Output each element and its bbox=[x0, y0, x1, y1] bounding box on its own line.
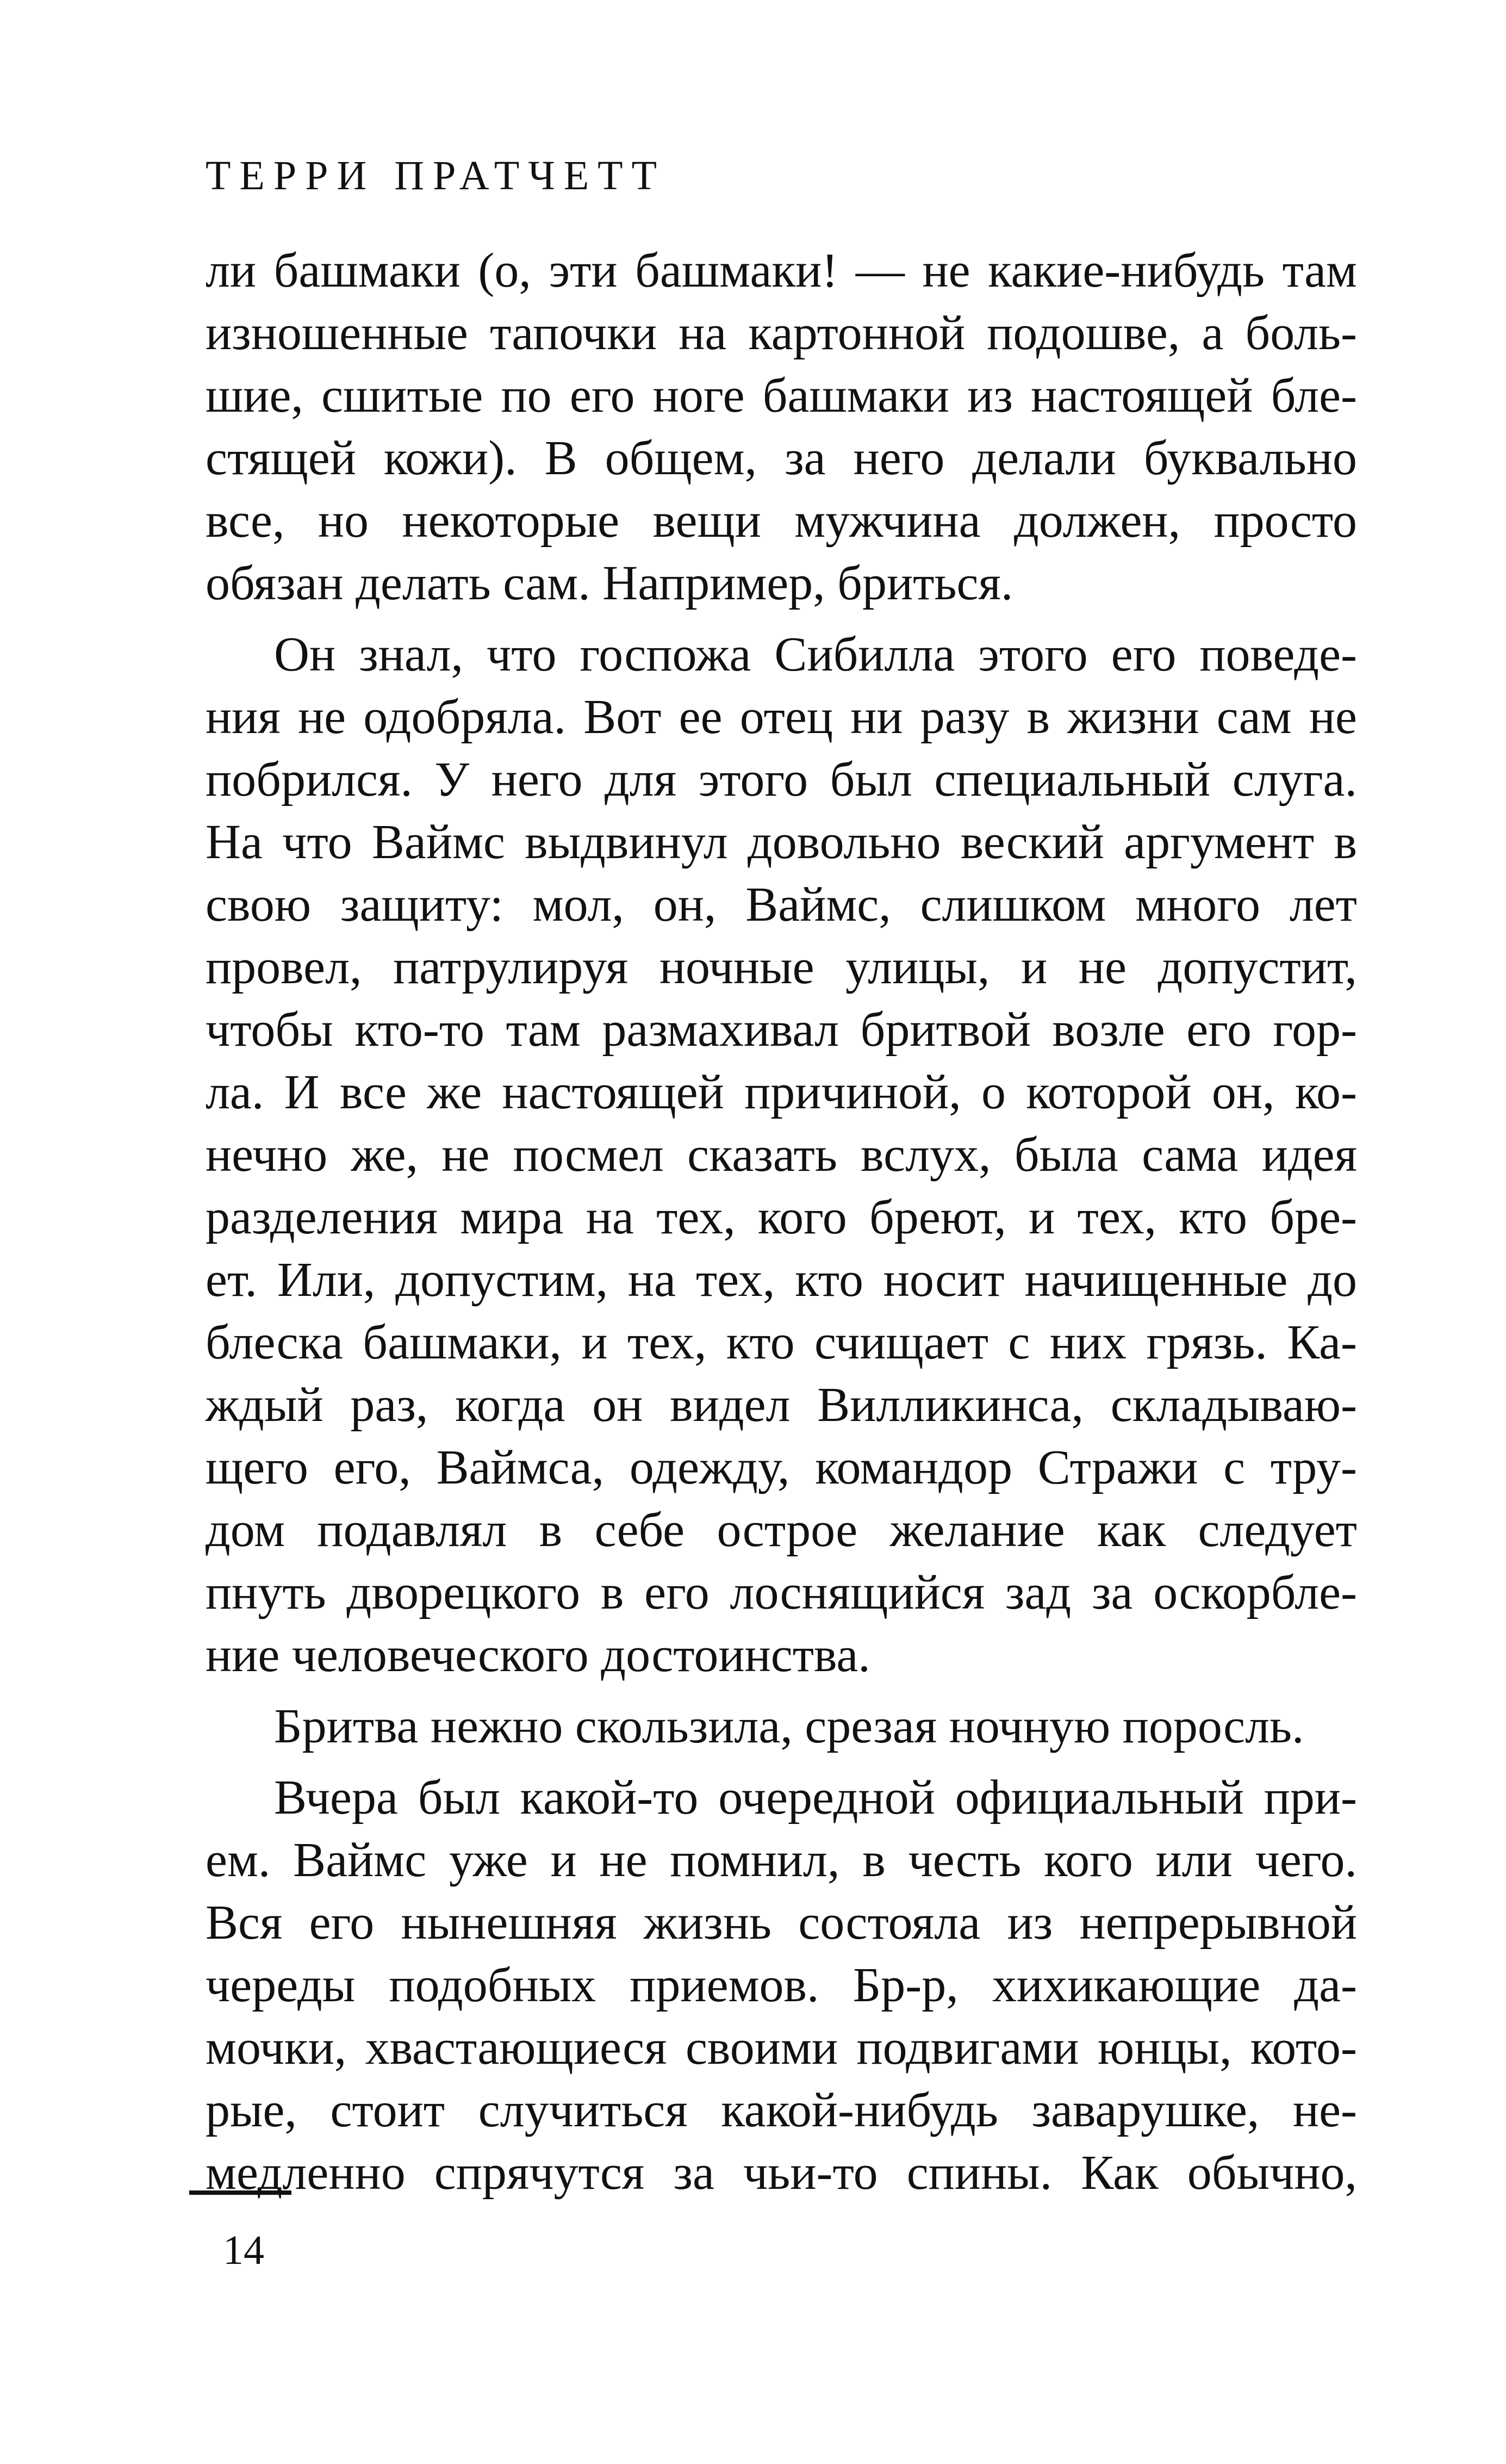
text-line: ния не одобряла. Вот ее отец ни разу в жизни сам не bbox=[206, 690, 1357, 744]
text-line: обязан делать сам. Например, бриться. bbox=[206, 556, 1013, 610]
text-line: чтобы кто-то там размахивал бритвой возле его гор- bbox=[206, 1003, 1357, 1057]
paragraph bbox=[206, 1695, 1357, 1758]
text-line: провел, патрулируя ночные улицы, и не допустит, bbox=[206, 940, 1357, 994]
text-line: ждый раз, когда он видел Вилликинса, складываю- bbox=[206, 1378, 1357, 1432]
text-line: Бритва нежно скользила, срезая ночную поросль. bbox=[274, 1699, 1304, 1753]
paragraph bbox=[206, 239, 1357, 615]
text-line: ли башмаки (о, эти башмаки! — не какие-нибудь там bbox=[206, 244, 1357, 297]
text-line: медленно спрячутся за чьи-то спины. Как обычно, bbox=[206, 2146, 1357, 2200]
running-head: ТЕРРИ ПРАТЧЕТТ bbox=[206, 153, 665, 198]
text-line: пнуть дворецкого в его лоснящийся зад за оскорбле- bbox=[206, 1566, 1357, 1619]
text-line: ет. Или, допустим, на тех, кто носит начищенные до bbox=[206, 1253, 1357, 1307]
text-line: стящей кожи). В общем, за него делали буквально bbox=[206, 431, 1357, 485]
paragraph bbox=[206, 1766, 1357, 2204]
text-line: нечно же, не посмел сказать вслух, была сама идея bbox=[206, 1128, 1357, 1182]
text-line: дом подавлял в себе острое желание как следует bbox=[206, 1503, 1357, 1557]
text-line: Он знал, что госпожа Сибилла этого его поведе- bbox=[274, 628, 1357, 681]
text-line: ем. Ваймс уже и не помнил, в честь кого или чего. bbox=[206, 1833, 1357, 1887]
text-line: Вчера был какой-то очередной официальный при- bbox=[274, 1771, 1357, 1824]
text-line: щего его, Ваймса, одежду, командор Стражи с тру- bbox=[206, 1441, 1357, 1494]
text-line: ние человеческого достоинства. bbox=[206, 1628, 870, 1682]
text-line: Вся его нынешняя жизнь состояла из непрерывной bbox=[206, 1896, 1357, 1950]
page-number: 14 bbox=[223, 2227, 264, 2273]
text-line: череды подобных приемов. Бр-р, хихикающие да- bbox=[206, 1958, 1357, 2012]
text-line: побрился. У него для этого был специальный слуга. bbox=[206, 753, 1357, 806]
paragraph bbox=[206, 623, 1357, 1686]
body-text bbox=[206, 239, 1357, 2204]
footer-rule bbox=[189, 2190, 291, 2195]
text-line: разделения мира на тех, кого бреют, и тех, кто бре- bbox=[206, 1190, 1357, 1244]
text-line: все, но некоторые вещи мужчина должен, просто bbox=[206, 494, 1357, 548]
text-line: свою защиту: мол, он, Ваймс, слишком много лет bbox=[206, 878, 1357, 932]
text-line: ла. И все же настоящей причиной, о которой он, ко- bbox=[206, 1065, 1357, 1119]
text-line: На что Ваймс выдвинул довольно веский аргумент в bbox=[206, 815, 1357, 869]
text-line: шие, сшитые по его ноге башмаки из настоящей бле- bbox=[206, 369, 1357, 423]
text-line: рые, стоит случиться какой-нибудь заварушке, не- bbox=[206, 2083, 1357, 2137]
text-line: блеска башмаки, и тех, кто счищает с них грязь. Ка- bbox=[206, 1315, 1357, 1369]
text-line: изношенные тапочки на картонной подошве, а боль- bbox=[206, 306, 1357, 360]
text-line: мочки, хвастающиеся своими подвигами юнцы, кото- bbox=[206, 2021, 1357, 2075]
